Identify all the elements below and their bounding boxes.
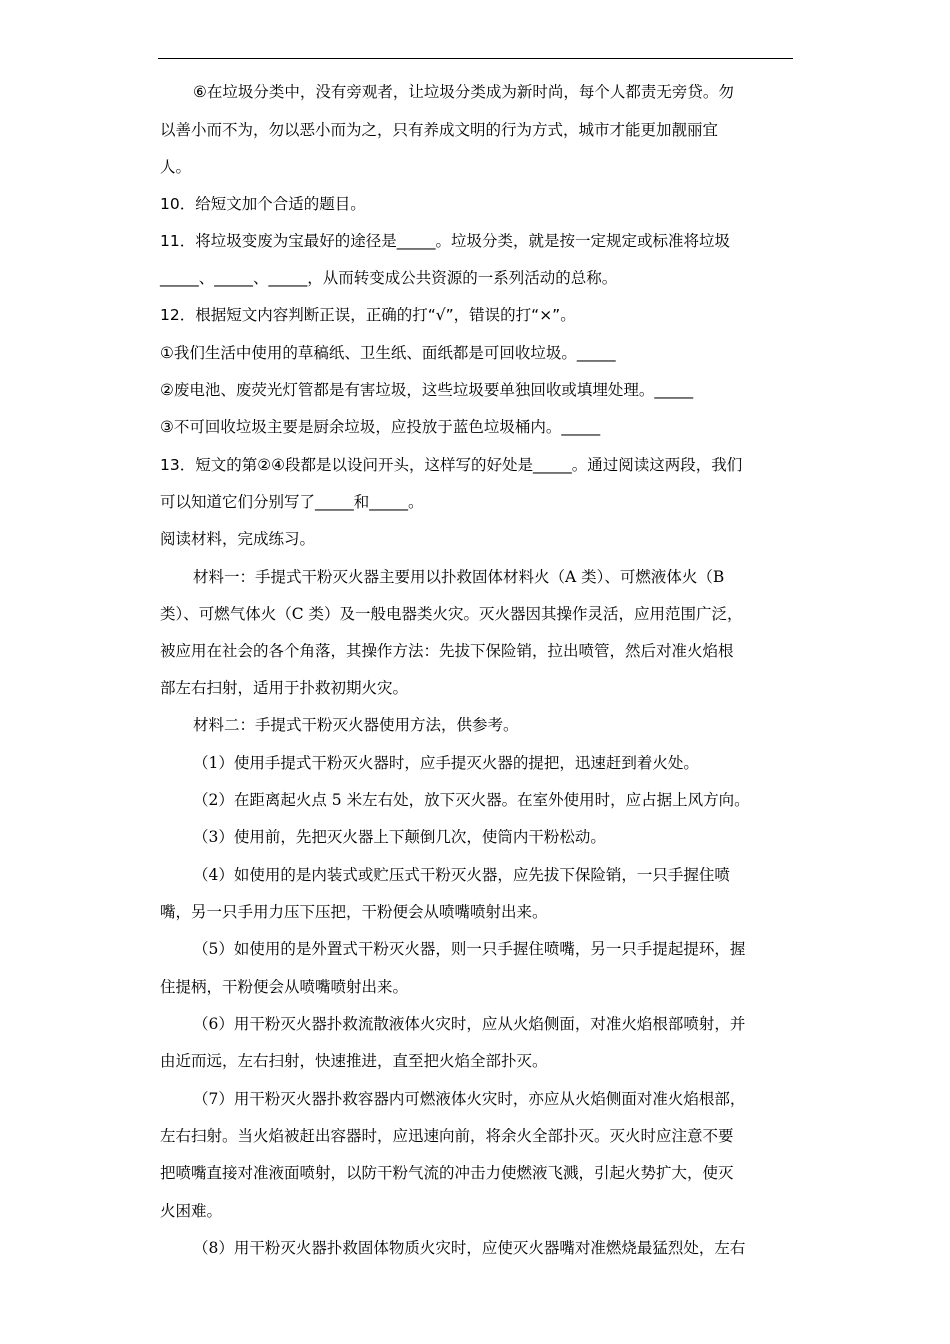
question-12: 12．根据短文内容判断正误，正确的打“√”，错误的打“×”。 xyxy=(160,306,576,324)
step-4-line-2: 嘴，另一只手用力压下压把，干粉便会从喷嘴喷射出来。 xyxy=(160,903,548,921)
step-7-line-3: 把喷嘴直接对准液面喷射，以防干粉气流的冲击力使燃液飞溅，引起火势扩大，使灭 xyxy=(160,1164,734,1182)
step-7-line-2: 左右扫射。当火焰被赶出容器时，应迅速向前，将余火全部扑灭。灭火时应注意不要 xyxy=(160,1127,734,1145)
material-1-line-1: 材料一：手提式干粉灭火器主要用以扑救固体材料火（A 类）、可燃液体火（B xyxy=(193,568,725,586)
material-1-line-3: 被应用在社会的各个角落，其操作方法：先拔下保险销，拉出喷管，然后对准火焰根 xyxy=(160,642,734,660)
passage-paragraph-6-line-1: ⑥在垃圾分类中，没有旁观者，让垃圾分类成为新时尚，每个人都责无旁贷。勿 xyxy=(193,83,734,101)
passage-paragraph-6-line-2: 以善小而不为，勿以恶小而为之，只有养成文明的行为方式，城市才能更加靓丽宜 xyxy=(160,121,719,139)
step-1: （1）使用手提式干粉灭火器时，应手提灭火器的提把，迅速赶到着火处。 xyxy=(193,754,699,772)
passage-paragraph-6-line-3: 人。 xyxy=(160,158,192,176)
question-11-line-2: _____、_____、_____，从而转变成公共资源的一系列活动的总称。 xyxy=(160,269,618,287)
step-2: （2）在距离起火点 5 米左右处，放下灭火器。在室外使用时，应占据上风方向。 xyxy=(193,791,750,809)
question-11-line-1: 11．将垃圾变废为宝最好的途径是_____。垃圾分类，就是按一定规定或标准将垃圾 xyxy=(160,232,730,250)
material-1-line-4: 部左右扫射，适用于扑救初期火灾。 xyxy=(160,679,409,697)
step-6-line-1: （6）用干粉灭火器扑救流散液体火灾时，应从火焰侧面，对准火焰根部喷射，并 xyxy=(193,1015,746,1033)
question-12-item-1: ①我们生活中使用的草稿纸、卫生纸、面纸都是可回收垃圾。_____ xyxy=(160,344,616,362)
step-7-line-4: 火困难。 xyxy=(160,1202,223,1220)
header-rule xyxy=(158,58,793,59)
material-2-heading: 材料二：手提式干粉灭火器使用方法，供参考。 xyxy=(193,716,519,734)
step-3: （3）使用前，先把灭火器上下颠倒几次，使筒内干粉松动。 xyxy=(193,828,606,846)
step-6-line-2: 由近而远，左右扫射，快速推进，直至把火焰全部扑灭。 xyxy=(160,1052,548,1070)
question-10: 10．给短文加个合适的题目。 xyxy=(160,195,366,213)
reading-instruction: 阅读材料，完成练习。 xyxy=(160,530,316,548)
step-7-line-1: （7）用干粉灭火器扑救容器内可燃液体火灾时，亦应从火焰侧面对准火焰根部， xyxy=(193,1090,746,1108)
question-13-line-1: 13．短文的第②④段都是以设问开头，这样写的好处是_____。通过阅读这两段，我们 xyxy=(160,456,743,474)
question-12-item-2: ②废电池、废荧光灯管都是有害垃圾，这些垃圾要单独回收或填埋处理。_____ xyxy=(160,381,694,399)
step-5-line-1: （5）如使用的是外置式干粉灭火器，则一只手握住喷嘴，另一只手提起提环，握 xyxy=(193,940,746,958)
question-13-line-2: 可以知道它们分别写了_____和_____。 xyxy=(160,493,424,511)
step-8-line-1: （8）用干粉灭火器扑救固体物质火灾时，应使灭火器嘴对准燃烧最猛烈处，左右 xyxy=(193,1239,746,1257)
material-1-line-2: 类）、可燃气体火（C 类）及一般电器类火灾。灭火器因其操作灵活，应用范围广泛， xyxy=(160,605,743,623)
step-5-line-2: 住提柄，干粉便会从喷嘴喷射出来。 xyxy=(160,978,409,996)
question-12-item-3: ③不可回收垃圾主要是厨余垃圾，应投放于蓝色垃圾桶内。_____ xyxy=(160,418,601,436)
step-4-line-1: （4）如使用的是内装式或贮压式干粉灭火器，应先拔下保险销，一只手握住喷 xyxy=(193,866,730,884)
